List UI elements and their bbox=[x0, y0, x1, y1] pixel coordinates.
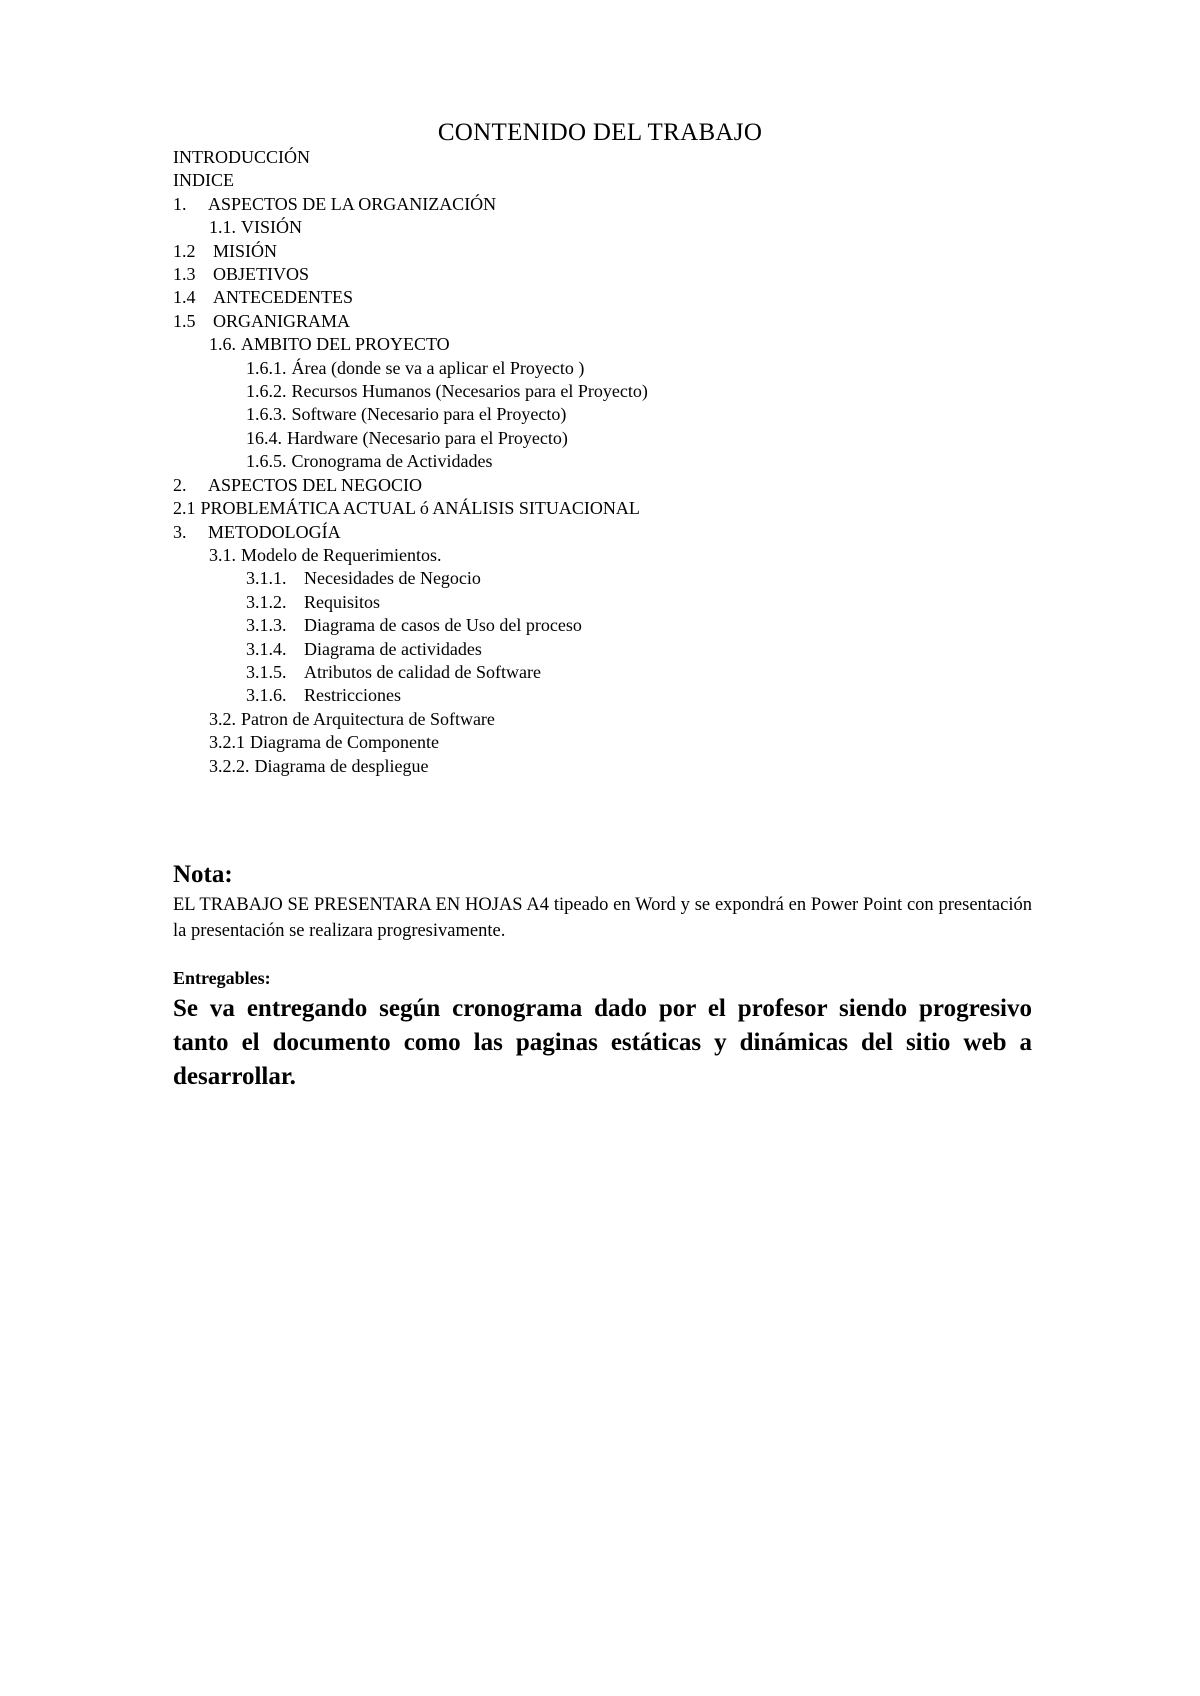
document-title: CONTENIDO DEL TRABAJO bbox=[437, 119, 763, 146]
toc-item-text: Cronograma de Actividades bbox=[291, 451, 493, 472]
toc-item bbox=[173, 286, 1073, 309]
toc-item-number: 1. bbox=[173, 193, 187, 214]
toc-item-text: ORGANIGRAMA bbox=[213, 310, 351, 331]
toc-item bbox=[173, 263, 1073, 286]
toc-item bbox=[173, 310, 1073, 333]
toc-item bbox=[173, 169, 1073, 192]
toc-item-number: 3.1.3. bbox=[246, 615, 287, 636]
toc-item-text: Patron de Arquitectura de Software bbox=[241, 708, 495, 729]
toc-item-number: 1.6.3. bbox=[246, 404, 287, 425]
toc-item-number: 1.4 bbox=[173, 287, 196, 308]
toc-item-text: Hardware (Necesario para el Proyecto) bbox=[287, 427, 568, 448]
toc-item-text: OBJETIVOS bbox=[213, 264, 310, 285]
toc-item-text: Necesidades de Negocio bbox=[304, 568, 481, 589]
toc-item bbox=[173, 521, 1073, 544]
toc-item-text: INTRODUCCIÓN bbox=[173, 147, 310, 167]
toc-item bbox=[173, 591, 1073, 614]
toc-item-number: 1.3 bbox=[173, 264, 196, 285]
toc-item-text: Área (donde se va a aplicar el Proyecto ) bbox=[291, 357, 585, 378]
toc-item-number: 3.1.2. bbox=[246, 591, 287, 612]
toc-item-number: 3.2.2. bbox=[209, 755, 250, 776]
toc-item bbox=[173, 544, 1073, 567]
toc-item bbox=[173, 497, 1073, 520]
toc-item bbox=[173, 638, 1073, 661]
toc-item bbox=[173, 450, 1073, 473]
toc-item-text: ANTECEDENTES bbox=[213, 287, 353, 308]
toc-item-text: METODOLOGÍA bbox=[208, 521, 341, 542]
toc-item-text: Diagrama de casos de Uso del proceso bbox=[304, 615, 582, 636]
toc-item bbox=[173, 193, 1073, 216]
toc-item-text: Atributos de calidad de Software bbox=[304, 661, 541, 682]
toc-item bbox=[173, 403, 1073, 426]
toc-item-text: PROBLEMÁTICA ACTUAL ó ANÁLISIS SITUACIONAL bbox=[200, 498, 640, 519]
toc-item-text: Diagrama de Componente bbox=[250, 732, 439, 753]
toc-item-number: 3.1.4. bbox=[246, 638, 287, 659]
toc-item-text: INDICE bbox=[173, 170, 234, 191]
toc-item-number: 2. bbox=[173, 474, 187, 495]
toc-item-number: 3.2.1 bbox=[209, 732, 245, 753]
entregables-label: Entregables: bbox=[173, 968, 271, 988]
toc-item-text: VISIÓN bbox=[241, 217, 302, 238]
toc-item bbox=[173, 216, 1073, 239]
toc-item-text: Diagrama de despliegue bbox=[254, 755, 429, 776]
toc-item-number: 1.6.5. bbox=[246, 451, 287, 472]
toc-item-number: 3. bbox=[173, 521, 187, 542]
toc-item bbox=[173, 567, 1073, 590]
toc-item bbox=[173, 333, 1073, 356]
nota-paragraph: EL TRABAJO SE PRESENTARA EN HOJAS A4 tipeado en Word y se expondrá en Power Point con presentación la presentación se realizara progresivamente. bbox=[173, 895, 1032, 941]
toc-item-text: AMBITO DEL PROYECTO bbox=[241, 334, 450, 355]
toc-item-number: 3.1.5. bbox=[246, 661, 287, 682]
toc-item-number: 16.4. bbox=[246, 427, 282, 448]
toc-item bbox=[173, 614, 1073, 637]
toc-item bbox=[173, 731, 1073, 754]
toc-item-text: Requisitos bbox=[304, 591, 381, 612]
toc-item-text: Software (Necesario para el Proyecto) bbox=[291, 404, 567, 425]
toc-item-text: ASPECTOS DE LA ORGANIZACIÓN bbox=[208, 193, 497, 214]
toc-item-number: 3.2. bbox=[209, 708, 236, 729]
toc-item-text: Modelo de Requerimientos. bbox=[241, 544, 442, 565]
toc-item-number: 1.6.2. bbox=[246, 381, 287, 402]
toc-item bbox=[173, 146, 1073, 169]
entregables-paragraph: Se va entregando según cronograma dado por el profesor siendo progresivo tanto el documento como las paginas estáticas y dinámicas del sitio web a desarrollar. bbox=[173, 995, 1032, 1090]
toc-item-text: Recursos Humanos (Necesarios para el Proyecto) bbox=[291, 381, 648, 402]
toc-item-text: MISIÓN bbox=[213, 240, 278, 261]
toc-item bbox=[173, 427, 1073, 450]
toc-item-number: 1.6.1. bbox=[246, 357, 287, 378]
toc-item-number: 3.1.1. bbox=[246, 568, 287, 589]
toc-item-number: 1.1. bbox=[209, 217, 236, 238]
toc-item-number: 3.1.6. bbox=[246, 685, 287, 706]
toc-item-text: ASPECTOS DEL NEGOCIO bbox=[208, 474, 423, 495]
toc-item-text: Diagrama de actividades bbox=[304, 638, 482, 659]
toc-item bbox=[173, 755, 1073, 778]
toc-item bbox=[173, 684, 1073, 707]
toc-item bbox=[173, 708, 1073, 731]
toc-item-number: 1.6. bbox=[209, 334, 236, 355]
toc-item bbox=[173, 474, 1073, 497]
toc-item-number: 1.5 bbox=[173, 310, 196, 331]
toc-item-number: 2.1 bbox=[173, 498, 196, 519]
toc-item-number: 1.2 bbox=[173, 240, 196, 261]
toc-item bbox=[173, 240, 1073, 263]
toc-item-text: Restricciones bbox=[304, 685, 401, 706]
table-of-contents bbox=[173, 146, 1073, 778]
toc-item bbox=[173, 661, 1073, 684]
toc-item bbox=[173, 380, 1073, 403]
toc-item bbox=[173, 357, 1073, 380]
toc-item-number: 3.1. bbox=[209, 544, 236, 565]
nota-heading: Nota: bbox=[173, 861, 233, 888]
